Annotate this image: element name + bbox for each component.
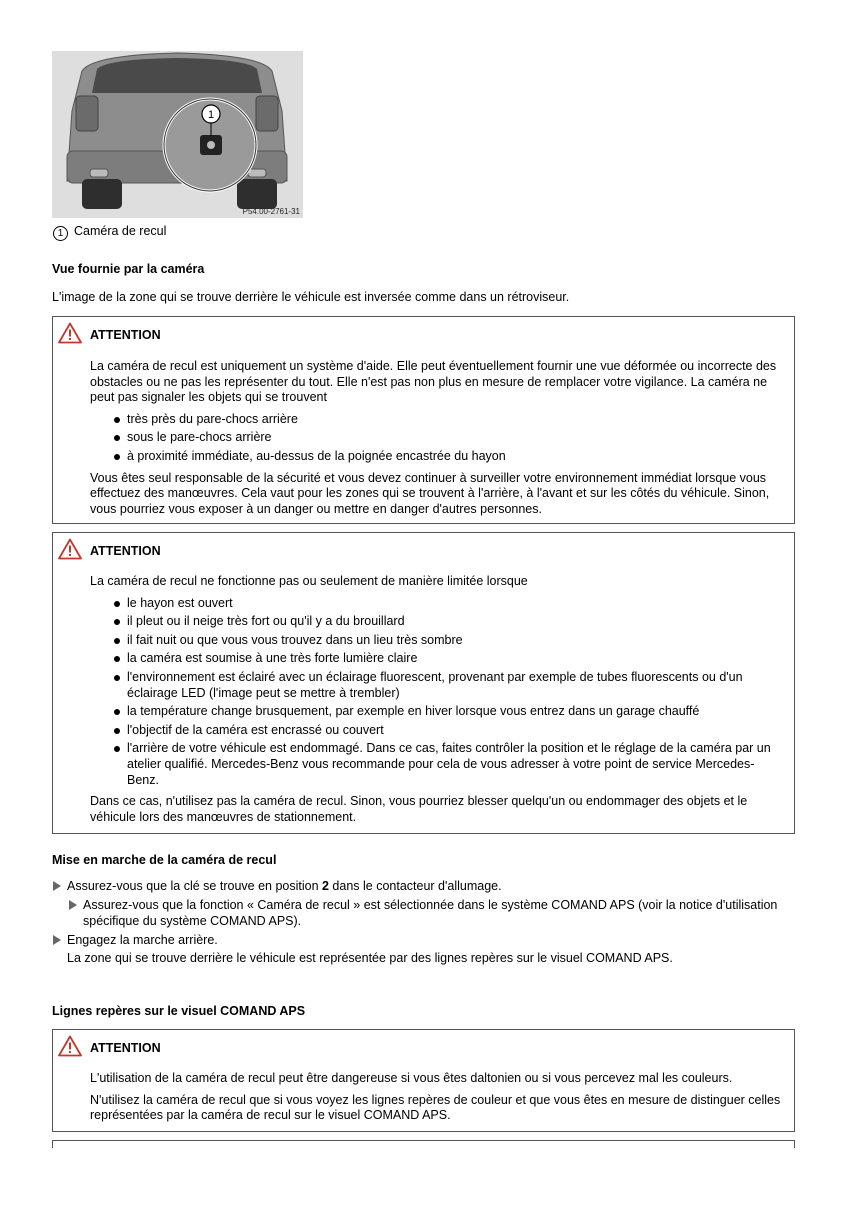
rear-camera-figure bbox=[52, 51, 303, 218]
warning-paragraph-2: N'utilisez la caméra de recul que si vous voyez les lignes repères de couleur et que vous êtes en mesure de distinguer celles représentées par la caméra de recul sur le visuel COMAND APS. bbox=[90, 1092, 781, 1123]
figure-caption bbox=[53, 223, 166, 241]
list-item: la température change brusquement, par exemple en hiver lorsque vous entrez dans un garage chauffé bbox=[90, 704, 786, 720]
substep-arrow-icon bbox=[69, 900, 77, 910]
warning-list bbox=[90, 412, 786, 465]
list-item: sous le pare-chocs arrière bbox=[90, 430, 786, 446]
warning-title: ATTENTION bbox=[90, 544, 161, 558]
list-item: il fait nuit ou que vous vous trouvez dans un lieu très sombre bbox=[90, 633, 786, 649]
warning-paragraph-1: L'utilisation de la caméra de recul peut être dangereuse si vous êtes daltonien ou si vous percevez mal les couleurs. bbox=[90, 1071, 733, 1085]
warning-title: ATTENTION bbox=[90, 1041, 161, 1055]
step-2-result: La zone qui se trouve derrière le véhicule est représentée par des lignes repères sur le visuel COMAND APS. bbox=[67, 951, 673, 965]
list-item: il pleut ou il neige très fort ou qu'il y a du brouillard bbox=[90, 614, 786, 630]
caption-text: Caméra de recul bbox=[74, 224, 167, 238]
warning-box-3 bbox=[52, 1029, 795, 1132]
list-item: l'environnement est éclairé avec un éclairage fluorescent, provenant par exemple de tubes fluorescents ou d'un éclairage LED (l'image peut se mettre à trembler) bbox=[90, 670, 786, 701]
warning-triangle-icon bbox=[58, 1035, 82, 1057]
list-item: la caméra est soumise à une très forte lumière claire bbox=[90, 651, 786, 667]
page-bottom-mask bbox=[52, 1148, 795, 1208]
step-arrow-icon bbox=[53, 935, 61, 945]
warning-body bbox=[90, 1071, 786, 1130]
step-1: Assurez-vous que la clé se trouve en position 2 dans le contacteur d'allumage. bbox=[67, 879, 502, 893]
section-heading-activation: Mise en marche de la caméra de recul bbox=[52, 853, 277, 867]
warning-box-1 bbox=[52, 316, 795, 524]
warning-list bbox=[90, 596, 786, 789]
list-item: l'arrière de votre véhicule est endommagé. Dans ce cas, faites contrôler la position et le réglage de la caméra par un atelier qualifié. Mercedes-Benz vous recommande pour cela de vous adresser à votre point de service Mercedes-Benz. bbox=[90, 741, 786, 788]
section-heading-guidelines: Lignes repères sur le visuel COMAND APS bbox=[52, 1004, 306, 1018]
warning-box-2 bbox=[52, 532, 795, 834]
image-code: P54.00-2761-31 bbox=[242, 207, 300, 216]
warning-title: ATTENTION bbox=[90, 328, 161, 342]
warning-triangle-icon bbox=[58, 538, 82, 560]
warning-body bbox=[90, 574, 786, 831]
warning-outro: Dans ce cas, n'utilisez pas la caméra de recul. Sinon, vous pourriez blesser quelqu'un ou endommager des objets et le véhicule lors des manœuvres de stationnement. bbox=[90, 794, 748, 824]
step-arrow-icon bbox=[53, 881, 61, 891]
section-paragraph-view: L'image de la zone qui se trouve derrière le véhicule est inversée comme dans un rétroviseur. bbox=[52, 290, 570, 304]
list-item: le hayon est ouvert bbox=[90, 596, 786, 612]
warning-triangle-icon bbox=[58, 322, 82, 344]
warning-intro: La caméra de recul ne fonctionne pas ou seulement de manière limitée lorsque bbox=[90, 574, 528, 588]
step-2: Engagez la marche arrière. bbox=[67, 933, 218, 947]
warning-intro: La caméra de recul est uniquement un système d'aide. Elle peut éventuellement fournir une vue déformée ou incorrecte des obstacles ou ne pas les représenter du tout. Elle n'est pas non plus en mesure de remplacer votre vigilance. La caméra ne peut pas signaler les objets qui se trouvent bbox=[90, 359, 777, 405]
section-heading-view: Vue fournie par la caméra bbox=[52, 262, 205, 276]
key-position: 2 bbox=[322, 879, 329, 893]
list-item: à proximité immédiate, au-dessus de la poignée encastrée du hayon bbox=[90, 449, 786, 465]
list-item: très près du pare-chocs arrière bbox=[90, 412, 786, 428]
warning-outro: Vous êtes seul responsable de la sécurité et vous devez continuer à surveiller votre environnement immédiat lorsque vous effectuez des manœuvres. Cela vaut pour les zones qui se trouvent à l'arrière, à l'avant et sur les côtés du véhicule. Sinon, vous pourriez vous exposer à un danger ou mettre en danger d'autres personnes. bbox=[90, 470, 770, 516]
substep: Assurez-vous que la fonction « Caméra de recul » est sélectionnée dans le système COMAND APS (voir la notice d'utilisation spécifique du système COMAND APS). bbox=[83, 898, 778, 928]
warning-body bbox=[90, 359, 786, 523]
callout-number: 1 bbox=[207, 109, 215, 121]
callout-marker: 1 bbox=[53, 226, 68, 241]
list-item: l'objectif de la caméra est encrassé ou couvert bbox=[90, 723, 786, 739]
vehicle-rear-illustration bbox=[52, 51, 303, 218]
